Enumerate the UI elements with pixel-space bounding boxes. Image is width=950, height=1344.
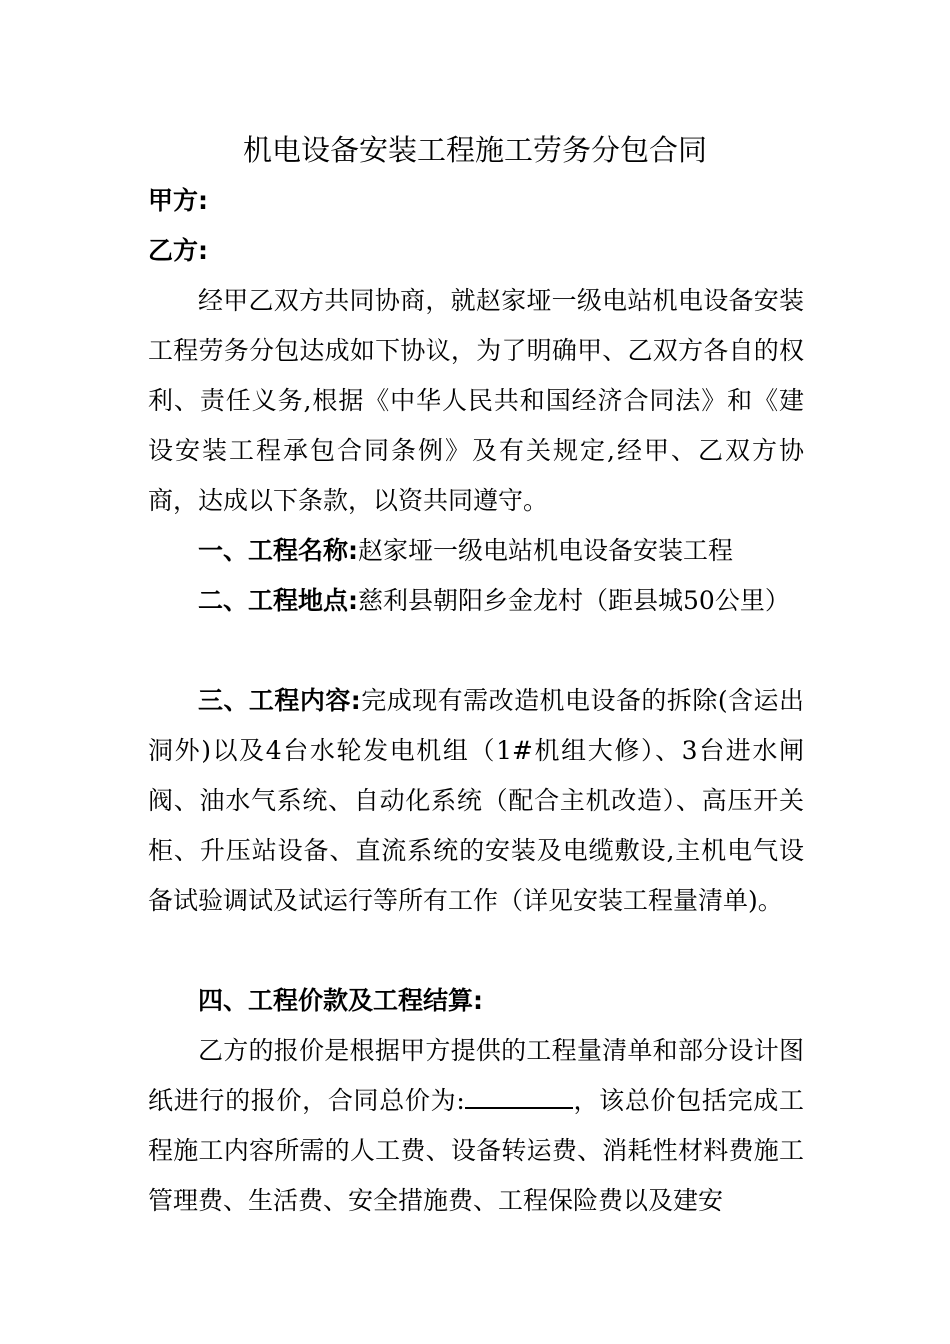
contract-price-blank: [465, 1085, 573, 1109]
section-heading: 四、工程价款及工程结算:: [198, 986, 483, 1015]
section-heading: 二、工程地点:: [198, 586, 358, 615]
section-text: 慈利县朝阳乡金龙村（距县城50公里）: [358, 586, 790, 615]
section-project-content: [148, 676, 804, 926]
party-a-label: 甲方:: [148, 186, 208, 215]
intro-paragraph: 经甲乙双方共同协商，就赵家垭一级电站机电设备安装工程劳务分包达成如下协议，为了明确甲、乙双方各自的权利、责任义务,根据《中华人民共和国经济合同法》和《建设安装工程承包合同条例》及有关规定,经甲、乙双方协商，达成以下条款，以资共同遵守。: [148, 286, 804, 515]
document-title: 机电设备安装工程施工劳务分包合同: [242, 133, 707, 167]
price-paragraph: [148, 1026, 804, 1226]
section-heading: 一、工程名称:: [198, 536, 358, 565]
price-text-before: 乙方的报价是根据甲方提供的工程量清单和部分设计图纸进行的报价，合同总价为:: [148, 1036, 804, 1115]
section-text: 完成现有需改造机电设备的拆除(含运出洞外)以及4台水轮发电机组（1#机组大修）、3台进水闸阀、油水气系统、自动化系统（配合主机改造）、高压开关柜、升压站设备、直流系统的安装及电缆敷设,主机电气设备试验调试及试运行等所有工作（详见安装工程量清单)。: [148, 686, 804, 915]
party-b-label: 乙方:: [148, 236, 208, 265]
section-heading: 三、工程内容:: [198, 686, 361, 715]
section-project-name: [148, 526, 804, 576]
price-text-after: ，该总价包括完成工程施工内容所需的人工费、设备转运费、消耗性材料费施工管理费、生活费、安全措施费、工程保险费以及建安: [148, 1086, 804, 1215]
section-text: 赵家垭一级电站机电设备安装工程: [358, 536, 734, 565]
section-project-location: [148, 576, 804, 626]
section-price-settlement: [148, 976, 804, 1026]
